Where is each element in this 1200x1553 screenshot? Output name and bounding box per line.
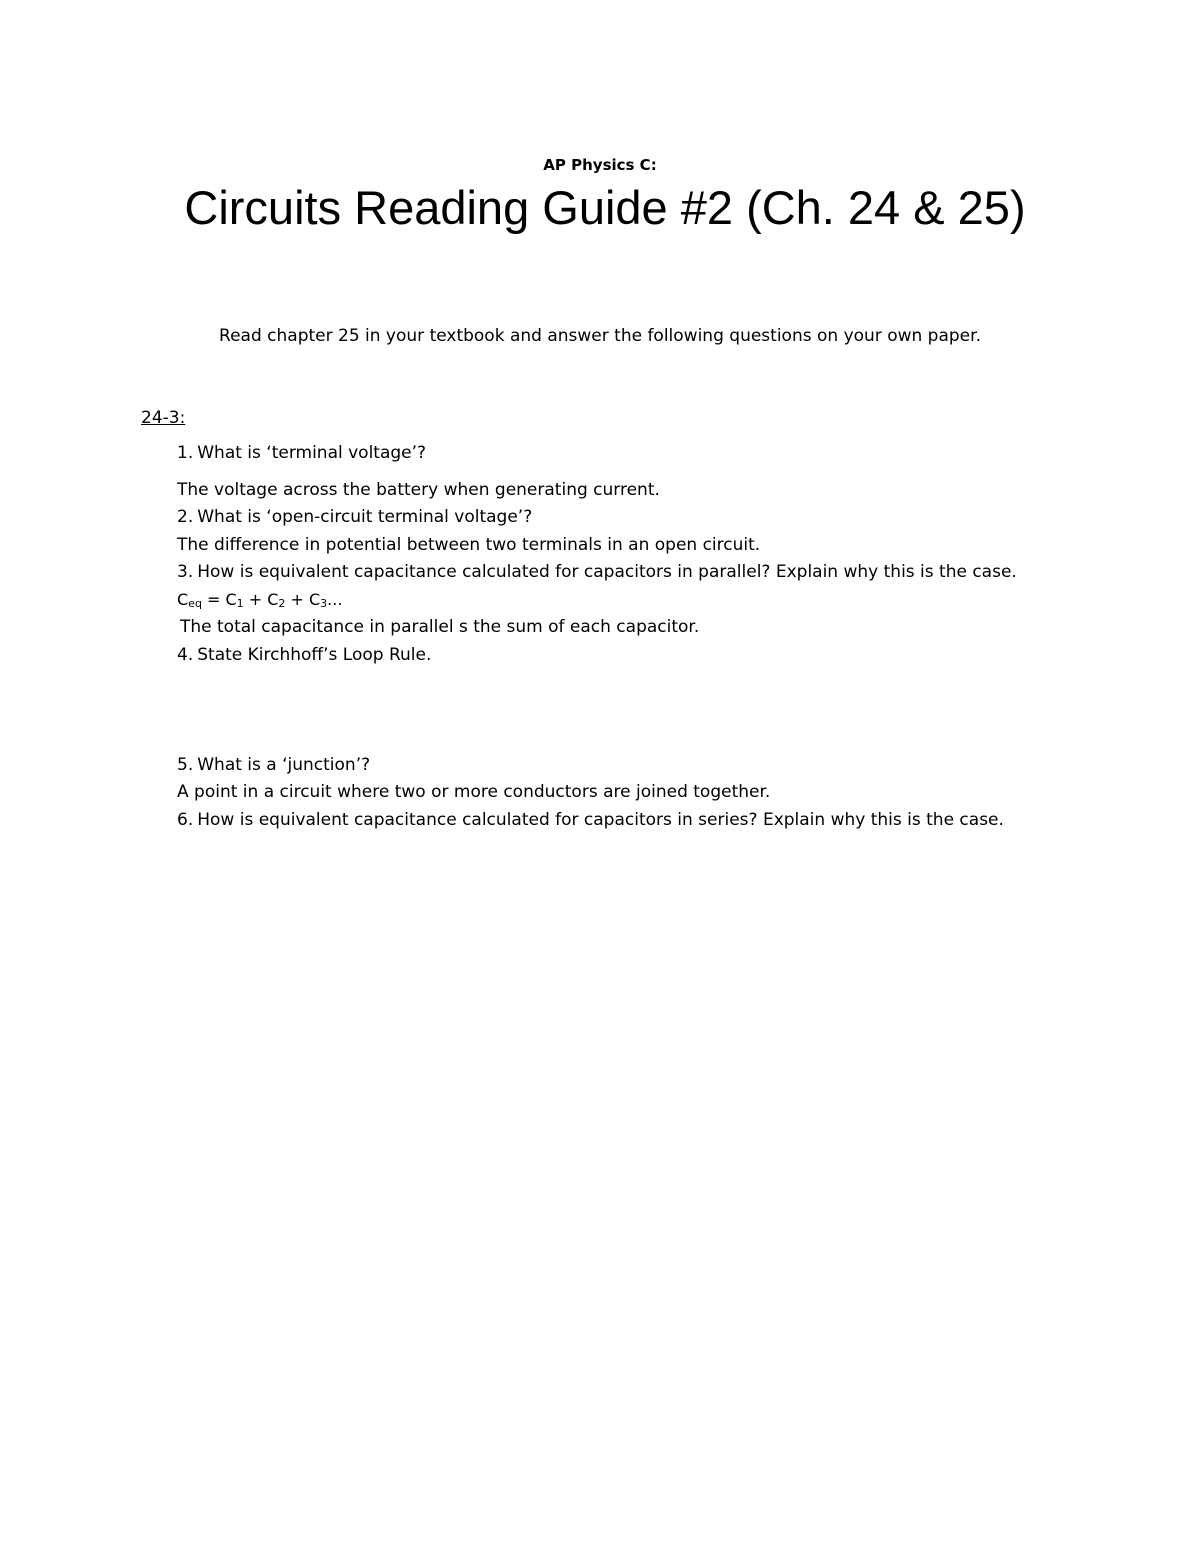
answer-3-formula <box>177 590 342 610</box>
answer-5: A point in a circuit where two or more conductors are joined together. <box>177 782 771 802</box>
question-2 <box>177 507 532 527</box>
page-title: Circuits Reading Guide #2 (Ch. 24 & 25) <box>184 181 1026 234</box>
formula-subscript: 2 <box>278 597 286 610</box>
formula-part: + C <box>285 590 321 609</box>
formula-part: + C <box>243 590 279 609</box>
formula-subscript: 3 <box>320 597 328 610</box>
instruction-text: Read chapter 25 in your textbook and answer the following questions on your own paper. <box>219 326 981 346</box>
question-text: What is a ‘junction’? <box>197 755 371 775</box>
question-number: 4. <box>177 645 194 665</box>
question-number: 5. <box>177 755 194 775</box>
question-text: How is equivalent capacitance calculated for capacitors in parallel? Explain why this is the case. <box>197 562 1017 582</box>
formula-part: C <box>177 590 189 609</box>
formula-subscript: eq <box>188 597 202 610</box>
question-6 <box>177 810 1004 830</box>
question-3 <box>177 562 1017 582</box>
formula-subscript: 1 <box>236 597 244 610</box>
question-number: 1. <box>177 443 194 463</box>
question-1 <box>177 443 426 463</box>
question-text: What is ‘terminal voltage’? <box>197 443 427 463</box>
question-text: State Kirchhoff’s Loop Rule. <box>197 645 432 665</box>
question-text: What is ‘open-circuit terminal voltage’? <box>197 507 533 527</box>
section-heading: 24-3: <box>141 408 186 428</box>
question-text: How is equivalent capacitance calculated for capacitors in series? Explain why this is the case. <box>197 810 1004 830</box>
question-number: 3. <box>177 562 194 582</box>
formula-part: = C <box>201 590 237 609</box>
answer-3: The total capacitance in parallel s the sum of each capacitor. <box>180 617 700 637</box>
formula-part: ... <box>327 590 343 609</box>
question-number: 6. <box>177 810 194 830</box>
question-number: 2. <box>177 507 194 527</box>
question-4 <box>177 645 431 665</box>
course-subtitle: AP Physics C: <box>543 156 657 174</box>
question-5 <box>177 755 370 775</box>
answer-2: The difference in potential between two terminals in an open circuit. <box>177 535 761 555</box>
answer-1: The voltage across the battery when generating current. <box>177 480 660 500</box>
